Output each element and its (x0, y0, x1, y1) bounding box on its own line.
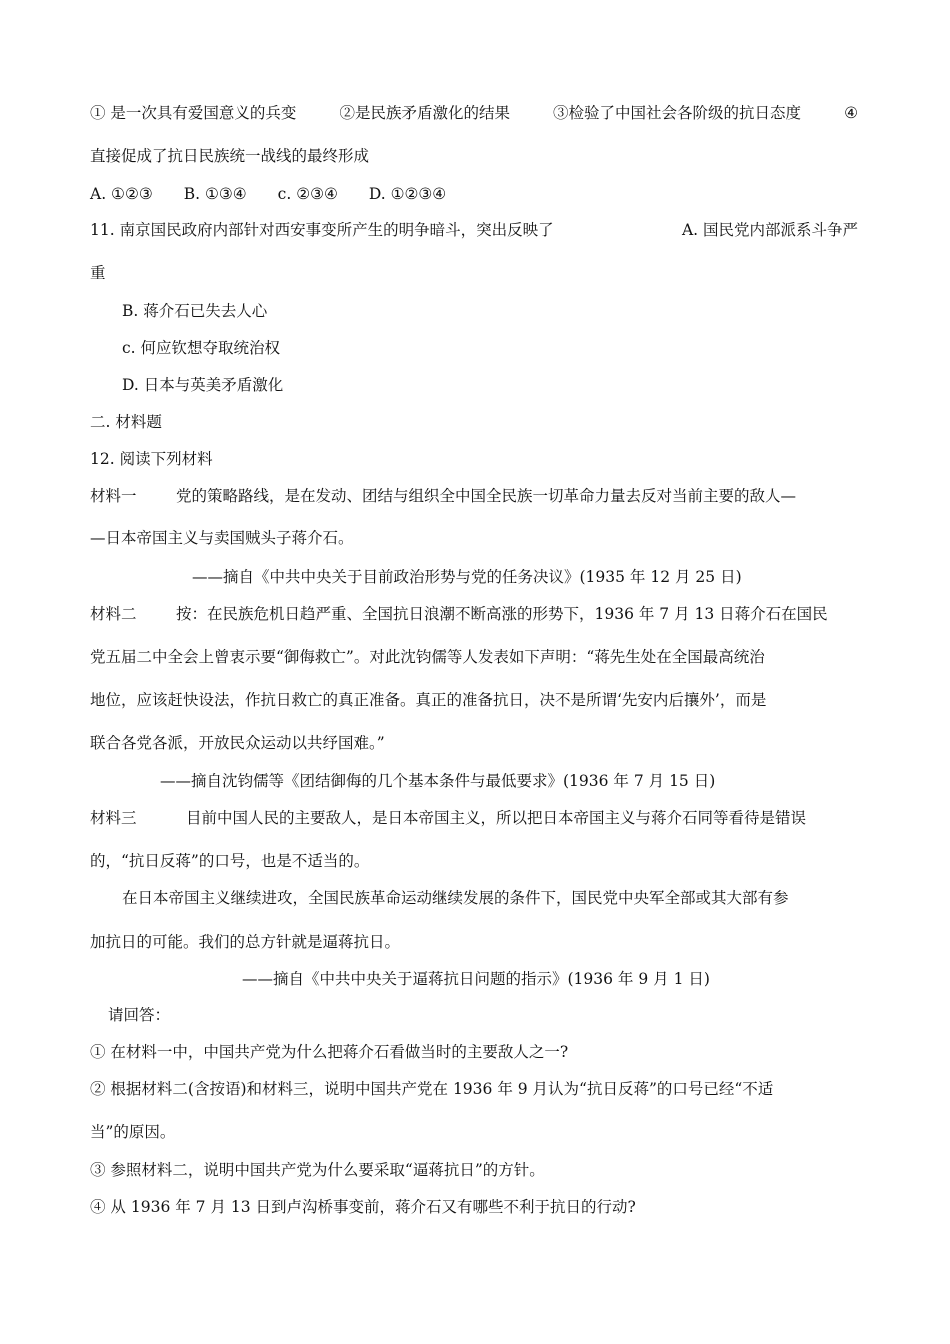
material-2-line-2: 党五届二中全会上曾衷示要“御侮救亡”。对此沈钧儒等人发表如下声明：“蒋先生处在全国最高统治 (90, 648, 765, 666)
q11-choice-c: c. 何应钦想夺取统治权 (122, 339, 281, 357)
q10-option-1: ① 是一次具有爱国意义的兵变 (90, 104, 297, 122)
material-1-line-2: —日本帝国主义与卖国贼头子蒋介石。 (90, 529, 354, 547)
material-3-line-1 (90, 808, 806, 828)
q10-options-line (90, 103, 858, 123)
question-4: ④ 从 1936 年 7 月 13 日到卢沟桥事变前，蒋介石又有哪些不利于抗日的行动? (90, 1198, 636, 1216)
q12-intro: 12. 阅读下列材料 (90, 450, 213, 468)
q11-stem-line (90, 220, 858, 240)
material-3-label: 材料三 (90, 809, 137, 827)
q10-option-3: ③检验了中国社会各阶级的抗日态度 (553, 104, 802, 122)
question-1: ① 在材料一中，中国共产党为什么把蒋介石看做当时的主要敌人之一? (90, 1043, 569, 1061)
material-2-line-1 (90, 604, 828, 624)
question-2: ② 根据材料二(含按语)和材料三，说明中国共产党在 1936 年 9 月认为“抗日反蒋”的口号已经“不适 (90, 1080, 774, 1098)
q10-options-cont: 直接促成了抗日民族统一战线的最终形成 (90, 147, 370, 165)
material-3-line-3: 在日本帝国主义继续进攻，全国民族革命运动继续发展的条件下，国民党中央军全部或其大部有参 (122, 889, 789, 907)
material-1-label: 材料一 (90, 487, 137, 505)
q11-choice-b: B. 蒋介石已失去人心 (122, 302, 268, 320)
material-1-text-1: 党的策略路线，是在发动、团结与组织全中国全民族一切革命力量去反对当前主要的敌人— (176, 487, 797, 505)
material-2-source: ——摘自沈钧儒等《团结御侮的几个基本条件与最低要求》(1936 年 7 月 15 日) (160, 772, 716, 790)
section-heading: 二. 材料题 (90, 413, 162, 431)
material-2-line-4: 联合各党各派，开放民众运动以共纾国难。” (90, 734, 385, 752)
material-3-line-2: 的，“抗日反蒋”的口号，也是不适当的。 (90, 852, 370, 870)
q10-option-4: ④ (844, 104, 858, 122)
q11-choice-a-cont: 重 (90, 264, 106, 282)
q10-option-2: ②是民族矛盾激化的结果 (339, 104, 510, 122)
material-2-line-3: 地位，应该赶快设法，作抗日救亡的真正准备。真正的准备抗日，决不是所谓‘先安内后攘外’，而是 (90, 691, 767, 709)
answer-prompt: 请回答： (108, 1006, 171, 1024)
material-3-source: ——摘自《中共中央关于逼蒋抗日问题的指示》(1936 年 9 月 1 日) (242, 970, 710, 988)
question-3: ③ 参照材料二，说明中国共产党为什么要采取“逼蒋抗日”的方针。 (90, 1161, 545, 1179)
q11-choice-d: D. 日本与英美矛盾激化 (122, 376, 284, 394)
material-1-line-1 (90, 486, 796, 506)
material-3-line-4: 加抗日的可能。我们的总方针就是逼蒋抗日。 (90, 933, 401, 951)
material-2-label: 材料二 (90, 605, 137, 623)
material-2-text-1: 按：在民族危机日趋严重、全国抗日浪潮不断高涨的形势下，1936 年 7 月 13 日蒋介石在国民 (176, 605, 828, 623)
material-1-source: ——摘自《中共中央关于目前政治形势与党的任务决议》(1935 年 12 月 25 日) (192, 568, 742, 586)
material-3-text-1: 目前中国人民的主要敌人，是日本帝国主义，所以把日本帝国主义与蒋介石同等看待是错误 (186, 809, 807, 827)
question-2-cont: 当”的原因。 (90, 1123, 176, 1141)
q11-stem: 11. 南京国民政府内部针对西安事变所产生的明争暗斗，突出反映了 (90, 221, 554, 239)
q10-choices: A. ①②③ B. ①③④ c. ②③④ D. ①②③④ (90, 185, 447, 203)
q11-choice-a: A. 国民党内部派系斗争严 (681, 221, 858, 239)
